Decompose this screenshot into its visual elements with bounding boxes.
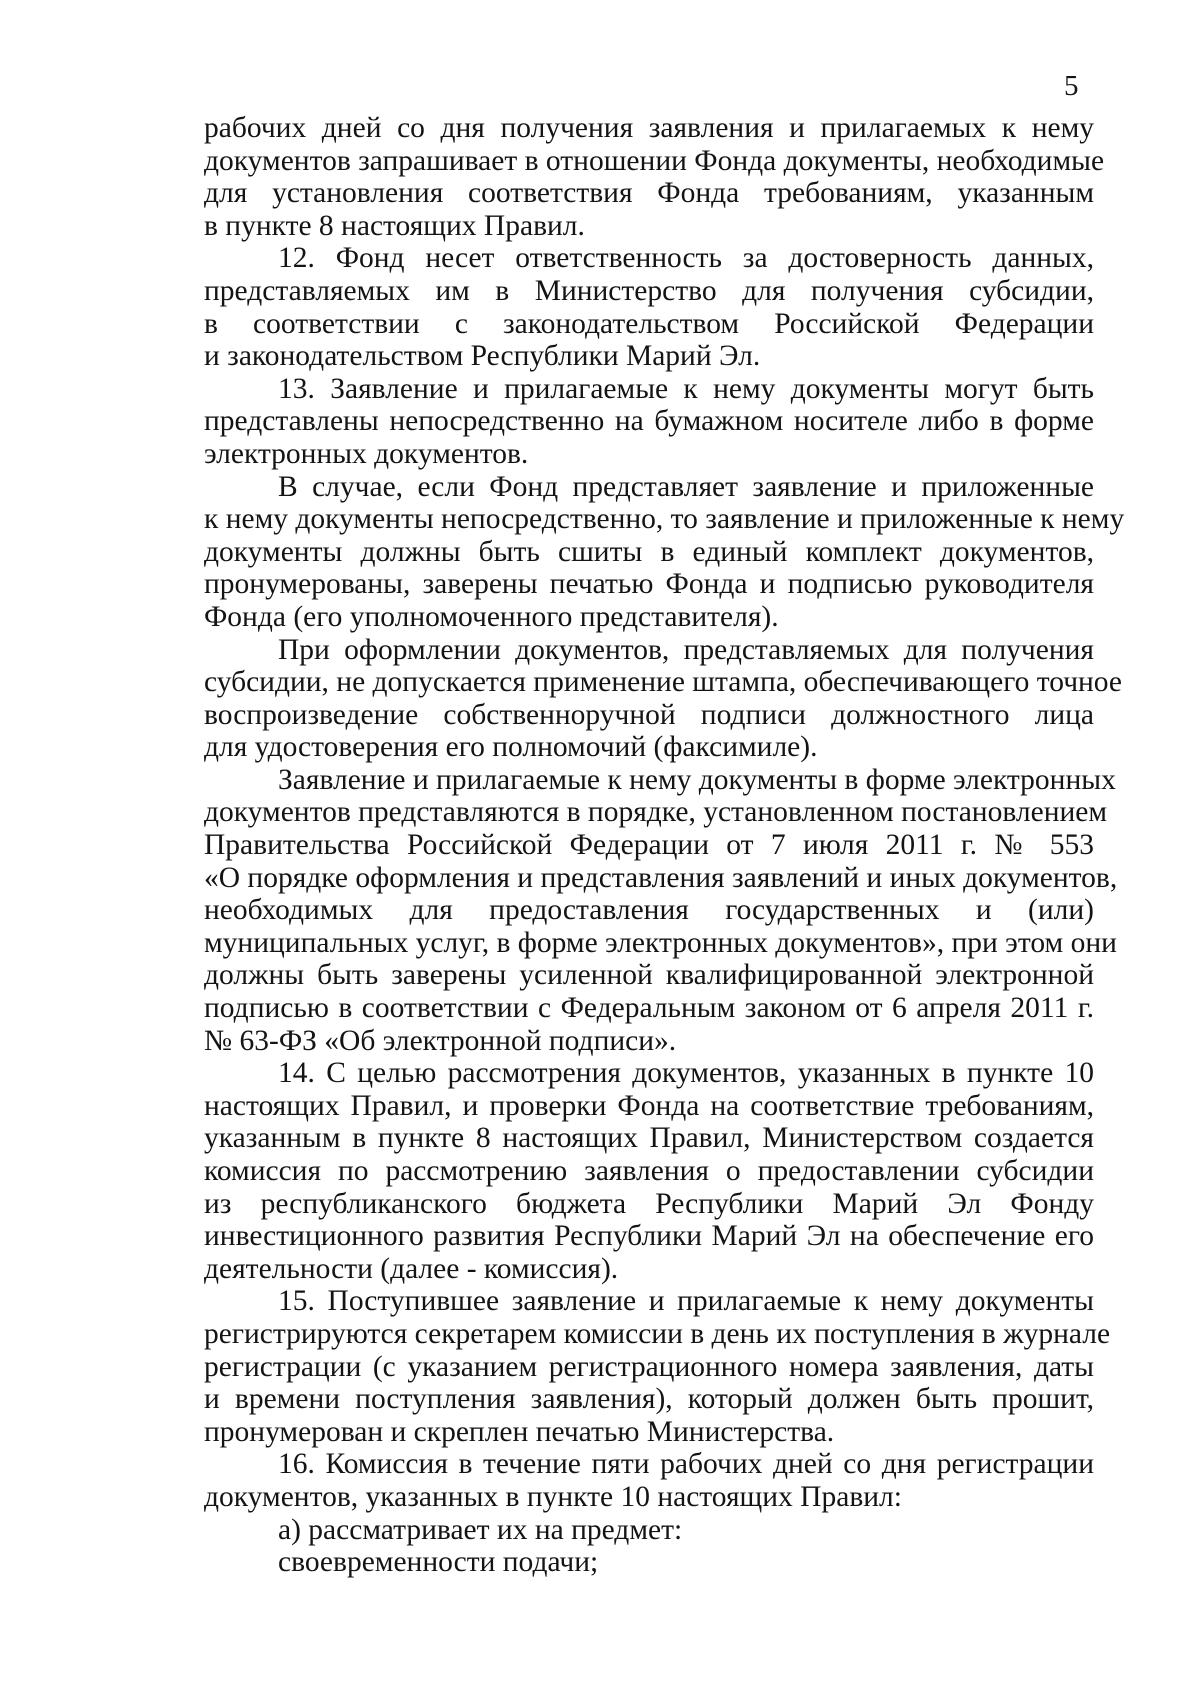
paragraph-continuation [204,112,1105,242]
text-line: 12. Фонд несет ответственность за достоверность данных, [278,242,1094,275]
text-line: субсидии, не допускается применение штампа, обеспечивающего точное [204,666,1123,699]
paragraph-14 [204,1057,1094,1285]
document-body [204,112,1125,1579]
text-line: рабочих дней со дня получения заявления и прилагаемых к нему [204,112,1094,144]
text-line: а) рассматривает их на предмет: [278,1513,683,1546]
text-line: муниципальных услуг, в форме электронных документов», при этом они [204,926,1117,959]
text-line: регистрируются секретарем комиссии в день их поступления в журнале [204,1317,1111,1350]
text-line: № 63-ФЗ «Об электронной подписи». [204,1024,677,1057]
text-line: настоящих Правил, и проверки Фонда на соответствие требованиям, [204,1089,1094,1122]
paragraph-16 [204,1448,1094,1513]
text-line: пронумерованы, заверены печатью Фонда и подписью руководителя [204,568,1094,601]
text-line: комиссия по рассмотрению заявления о предоставлении субсидии [204,1155,1094,1187]
text-line: из республиканского бюджета Республики Марий Эл Фонду [204,1187,1094,1220]
text-line: 16. Комиссия в течение пяти рабочих дней со дня регистрации [278,1448,1094,1481]
text-line: 14. С целью рассмотрения документов, указанных в пункте 10 [278,1057,1094,1090]
text-line: пронумерован и скреплен печатью Министерства. [204,1415,835,1448]
text-line: для удостоверения его полномочий (факсимиле). [204,731,818,764]
text-line: При оформлении документов, представляемых для получения [278,633,1094,666]
paragraph-15 [204,1285,1111,1448]
text-line: 15. Поступившее заявление и прилагаемые к нему документы [278,1285,1094,1318]
text-line: и времени поступления заявления), который должен быть прошит, [204,1383,1094,1416]
text-line: воспроизведение собственноручной подписи должностного лица [204,698,1094,731]
paragraph-13 [204,373,1094,471]
text-line: электронных документов. [204,437,529,470]
text-line: для установления соответствия Фонда требованиям, указанным [204,177,1094,210]
text-line: в соответствии с законодательством Российской Федерации [204,307,1094,340]
text-line: и законодательством Республики Марий Эл. [204,340,761,373]
text-line: регистрации (с указанием регистрационного номера заявления, даты [204,1350,1094,1383]
text-line: Правительства Российской Федерации от 7 июля 2011 г. № 553 [204,829,1094,862]
text-line: представлены непосредственно на бумажном носителе либо в форме [204,405,1094,438]
text-line: В случае, если Фонд представляет заявление и приложенные [278,470,1094,503]
text-line: Фонда (его уполномоченного представителя). [204,600,779,633]
text-line: документов, указанных в пункте 10 настоящих Правил: [204,1480,902,1513]
paragraph-16-a [204,1514,1094,1547]
text-line: «О порядке оформления и представления заявлений и иных документов, [204,861,1118,894]
text-line: представляемых им в Министерство для получения субсидии, [204,274,1094,307]
text-line: должны быть заверены усиленной квалифицированной электронной [204,959,1094,992]
text-line: документы должны быть сшиты в единый комплект документов, [204,535,1094,568]
text-line: своевременности подачи; [278,1546,599,1579]
paragraph-12 [204,242,1094,372]
paragraph-13-stamp [204,633,1123,764]
text-line: деятельности (далее - комиссия). [204,1252,619,1285]
text-line: инвестиционного развития Республики Марий Эл на обеспечение его [204,1220,1094,1253]
paragraph-16-a-1 [204,1546,1094,1579]
text-line: 13. Заявление и прилагаемые к нему документы могут быть [278,372,1094,405]
text-line: необходимых для предоставления государственных и (или) [204,894,1094,927]
text-line: к нему документы непосредственно, то заявление и приложенные к нему [204,503,1125,536]
page-number: 5 [1064,70,1079,102]
text-line: документов запрашивает в отношении Фонда документы, необходимые [204,144,1105,177]
text-line: документов представляются в порядке, установленном постановлением [204,796,1108,829]
text-line: Заявление и прилагаемые к нему документы в форме электронных [278,763,1116,796]
text-line: подписью в соответствии с Федеральным законом от 6 апреля 2011 г. [204,992,1094,1025]
paragraph-13-case [204,470,1125,634]
paragraph-13-electronic [204,763,1118,1057]
text-line: в пункте 8 настоящих Правил. [204,209,585,242]
text-line: указанным в пункте 8 настоящих Правил, Министерством создается [204,1122,1094,1155]
